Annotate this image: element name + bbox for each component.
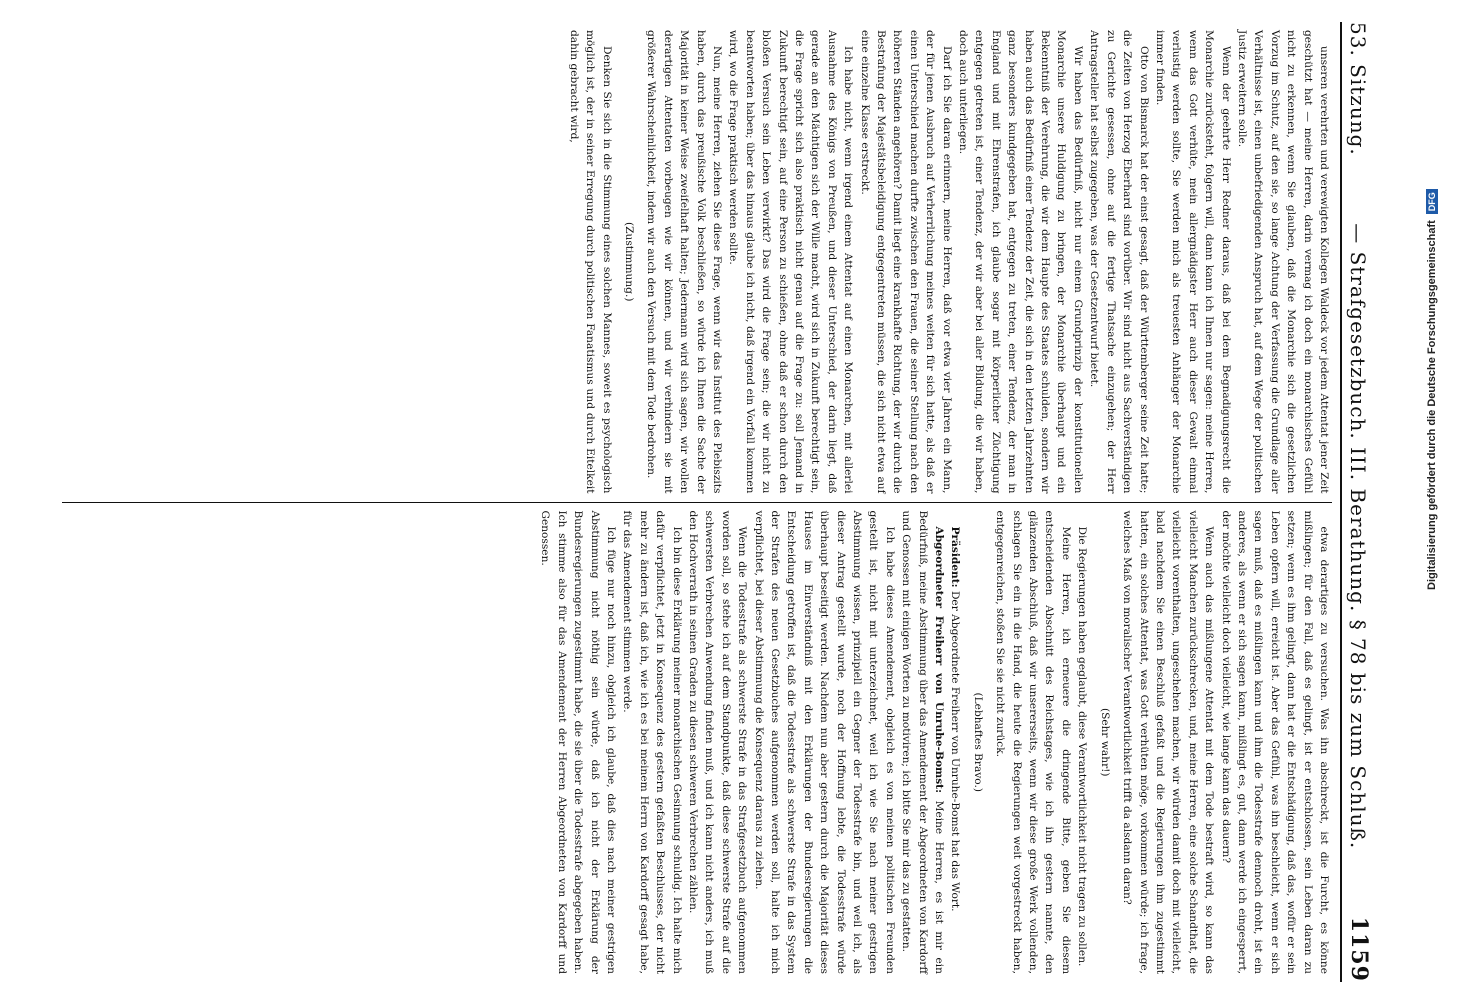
left-paragraph: unseren verehrten und verewigten Kollegen Waldeck vor jedem Attentat jener Zeit geschützt hat — meine Herren, darin vermag ich doch ein monarchisches Gefühl nicht zu erkennen, wenn Sie glauben, daß die Monarchie sich die gesetzlichen Vorzug im Schutz, auf den sie, so lange Achtung der Verfassung die Grundlage aller Verhältnisse ist, einen unbefriedigenden Anspruch hat, auf dem Wege der politischen Justiz erweitern solle.	[1235, 30, 1330, 494]
right-paragraph: Meine Herren, ich erneuere die dringende Bitte, geben Sie diesem entscheidenden Abschnitt des Reichstages, wie ich ihn gestern nannte, den glänzenden Abschluß, daß wir unsererseits, wenn wir diese große Werk vollenden, schlagen Sie ein in die Hand, die heute die Regierungen weit vorgestreckt haben, entgegenreichen, stoßen Sie sie nicht zurück.	[994, 510, 1072, 974]
page-header	[1340, 22, 1380, 982]
rotated-document-page	[50, 22, 1380, 982]
speaker-paragraph	[898, 511, 947, 975]
left-paragraph: Wir haben das Bedürfniß, nicht nur einem Grundprinzip der konstitutionellen Monarchie unsere Huldigung zu bringen, der Monarchie überhaupt und ein Bekenntniß der Verehrung, die wir dem Haupte des Staates schulden, sondern wir haben auch das Bedürfniß einer Tendenz der Zeit, die sich in den letzten Jahrzehnten ganz besonders kundgegeben hat, entgegen zu treten, einer Tendenz, der man in England und mit Ehrenstrafen, ich glaube sogar mit körperlicher Züchtigung entgegen getreten ist, einer Tendenz, der wir aber bei aller Bildung, die wir haben, doch auch unterliegen.	[957, 30, 1084, 494]
text-columns	[62, 22, 1332, 982]
left-paragraph: Darf ich Sie daran erinnern, meine Herren, daß vor etwa vier Jahren ein Mann, der für jenen Ausbruch auf Verherrlichung meines weiten für sich hatte, als daß er einen Unterschied machen durfte zwischen den Frauen, die seiner Stellung nach den höheren Ständen angehören? Damit liegt eine krankhafte Richtung, der wir durch die Bestrafung der Majestätsbeleidigung entgegentreten müssen, die sich nicht etwa auf eine einzelne Klasse erstreckt.	[858, 30, 953, 494]
right-paragraph: Wenn die Todesstrafe als schwerste Strafe in das Strafgesetzbuch aufgenommen worden soll, so stehe ich auf dem Standpunkte, daß diese schwerste Strafe auf die schwersten Verbrechen Anwendung finden muß, und ich kann nicht anders, ich muß den Hochverrath in seinen Graden zu diesen schweren Verbrechen zählen.	[686, 510, 749, 974]
interjection-note: (Sehr wahr!)	[1098, 707, 1111, 777]
left-paragraph: Ich habe nicht, wenn irgend einem Attentat auf einen Monarchen, mit allerlei Ausnahme des Königs von Preußen, und dieser Unterschied, der darin liegt, daß gerade an den Mächtigen sich der Wille macht, wird sich in Zukunft berechtigt sein, die Frage spricht sich also praktisch nicht genau auf die Frage zu: soll Jemand in Zukunft berechtigt sein, auf eine Person zu schießen, ohne daß er schon durch den bloßen Versuch sein Leben verwirkt? Das wird die Frage sein; die wir nicht zu beantworten haben; über das hinaus glaube ich nicht, daß irgend ein Vorfall kommen wird, wo die Frage praktisch werden sollte.	[727, 30, 855, 494]
right-paragraph: Die Regierungen haben geglaubt, diese Verantwortlichkeit nicht tragen zu sollen.	[1076, 526, 1089, 967]
bravo-note: (Lebhaftes Bravo.)	[971, 692, 984, 792]
dfg-badge: DFG	[1426, 189, 1438, 214]
right-paragraph: Wenn auch das mißlungene Attentat mit dem Tode bestraft wird, so kann das vielleicht Manchen zurückschrecken, und, meine Herren, eine solche Schandthat, die vielleicht vorenthalten, ungeschehen machen, wir würden damit doch mit vielleicht, bald nachdem Sie einen Beschluß gefaßt und die Regierungen ihm zugestimmt hatten, ein solches Attentat, was Gott verhüten möge, vorkommen würde; ich frage, welches Maß von moralischer Verantwortlichkeit trifft da alsdann daran?	[1121, 510, 1216, 974]
right-paragraph: Ich füge nur noch hinzu, obgleich ich glaube, daß dies nach meiner gestrigen Abstimmung nicht nöthig sein würde, daß ich nicht der Erklärung der Bundesregierungen zugestimmt habe, die sie über die Todesstrafe abgegeben haben. Ich stimme also für das Amendement der Herren Abgeordneten von Kardorff und Genossen.	[539, 510, 617, 974]
left-paragraph: Otto von Bismarck hat der einst gesagt, daß der Württemberger seine Zeit hatte; die Zeiten von Herzog Eberhard sind vorüber. Wir sind nicht aus Sachverständigen zu Gerichte gesessen, ohne auf die fertige Thatsache einzugehen; der Herr Antragsteller hat selbst zugegeben, was der Gesetzentwurf bietet.	[1088, 30, 1150, 494]
right-column	[62, 503, 1332, 983]
right-paragraph: Ich habe dieses Amendement, obgleich es von meinen politischen Freunden gestellt ist, nicht mit unterzeichnet, weil ich wie Sie nach meiner gestrigen Abstimmung wissen, prinzipiell ein Gegner der Todesstrafe bin, und weil ich, als dieser Antrag gestellt wurde, noch der Hoffnung lebte, die Todesstrafe würde überhaupt beseitigt werden. Nachdem nun aber gestern durch die Majorität dieses Hauses im Einverständniß mit den Erklärungen der Bundesregierungen die Entscheidung getroffen ist, daß die Todesstrafe als schwerste Strafe in das System der Strafen des neuen Gesetzbuches aufgenommen werden soll, halte ich mich verpflichtet, bei dieser Abstimmung die Konsequenz daraus zu ziehen.	[752, 510, 896, 974]
funding-credit-text	[1426, 0, 1464, 590]
speaker-label: Abgeordneter Freiherr von Unruhe-Bomst:	[933, 526, 946, 793]
left-paragraph: Wenn der geehrte Herr Redner daraus, daß bei dem Begnadigungsrecht die Monarchie zurücksteht, folgern will, dann kann ich Ihnen nur sagen: meine Herren, wenn das Gott verhüte, mein allergnädigster Herr auch dieser Gewalt einmal verlustig werden sollte, Sie werden mich als treuesten Anhänger der Monarchie immer finden.	[1153, 30, 1232, 494]
applause-note: (Zustimmung.)	[622, 222, 635, 302]
president-paragraph	[947, 511, 963, 975]
session-label: 53. Sitzung.	[1346, 22, 1370, 156]
speaker-text: Meine Herren, es ist mir ein Bedürfniß, meine Abstimmung über das Amendement der Abgeordneten von Kardorff und Genossen mit einigen Worten zu motiviren; ich bitte Sie mir das zu gestatten.	[900, 510, 946, 975]
right-paragraph: Ich bin diese Erklärung meiner monarchischen Gesinnung schuldig. Ich halte mich dafür verpflichtet, jetzt in Konsequenz des gestern gefaßten Beschlusses, der nicht mehr zu ändern ist, daß ich, wie ich es bei meinem Herrn von Kardorff gesagt habe, für das Amendement stimmen werde.	[621, 510, 683, 974]
page-number: 1159	[1346, 916, 1372, 982]
section-title: — Strafgesetzbuch. III. Berathung. § 78 bis zum Schluß.	[1346, 223, 1370, 850]
president-label: Präsident:	[949, 526, 962, 588]
credit-line: Digitalisierung gefördert durch die Deutsche Forschungsgemeinschaft	[1426, 220, 1438, 590]
left-column	[62, 22, 1332, 503]
president-text: Der Abgeordnete Freiherr von Unruhe-Bomst hat das Wort.	[949, 590, 962, 912]
right-paragraph: etwa derartiges zu versuchen. Was ihn abschreckt, ist die Furcht, es könne mißlingen; für den Fall, daß es gelingt, ist er entschlossen, sein Leben daran zu setzen; wenn es ihm gelingt, dann hat er die Entschädigung, daß das, wofür er sein Leben opfern will, erreicht ist. Aber das Gefühl, was ihn beschleicht, wenn er sich sagen muß, daß es mißlingen kann und ihm die Todesstrafe dennoch droht, ist ein anderes, als wenn er sich sagen kann, mißlingt es, gut, dann werde ich eingesperrt, der möchte vielleicht doch vielleicht, wie lange kann das dauern?	[1219, 510, 1330, 974]
left-paragraph: Denken Sie sich in die Stimmung eines solchen Mannes, soweit es psychologisch möglich ist, der in seiner Erregung durch politischen Fanatismus und durch Eitelkeit dahin gebracht wird,	[567, 30, 613, 494]
left-paragraph: Nun, meine Herren, ziehen Sie diese Frage, wenn wir das Institut des Plebiszits haben, durch das preußische Volk beschließen, so würde ich Ihnen die Sache der Majorität in keiner Weise zweifelhaft halten; Jedermann wird sich sagen, wir wollen derartigen Attentaten vorbeugen wie wir können, und wir verhindern sie mit größerer Wahrscheinlichkeit, indem wir auch den Versuch mit dem Tode bedrohen.	[645, 30, 723, 494]
funding-credit	[1394, 0, 1438, 1000]
